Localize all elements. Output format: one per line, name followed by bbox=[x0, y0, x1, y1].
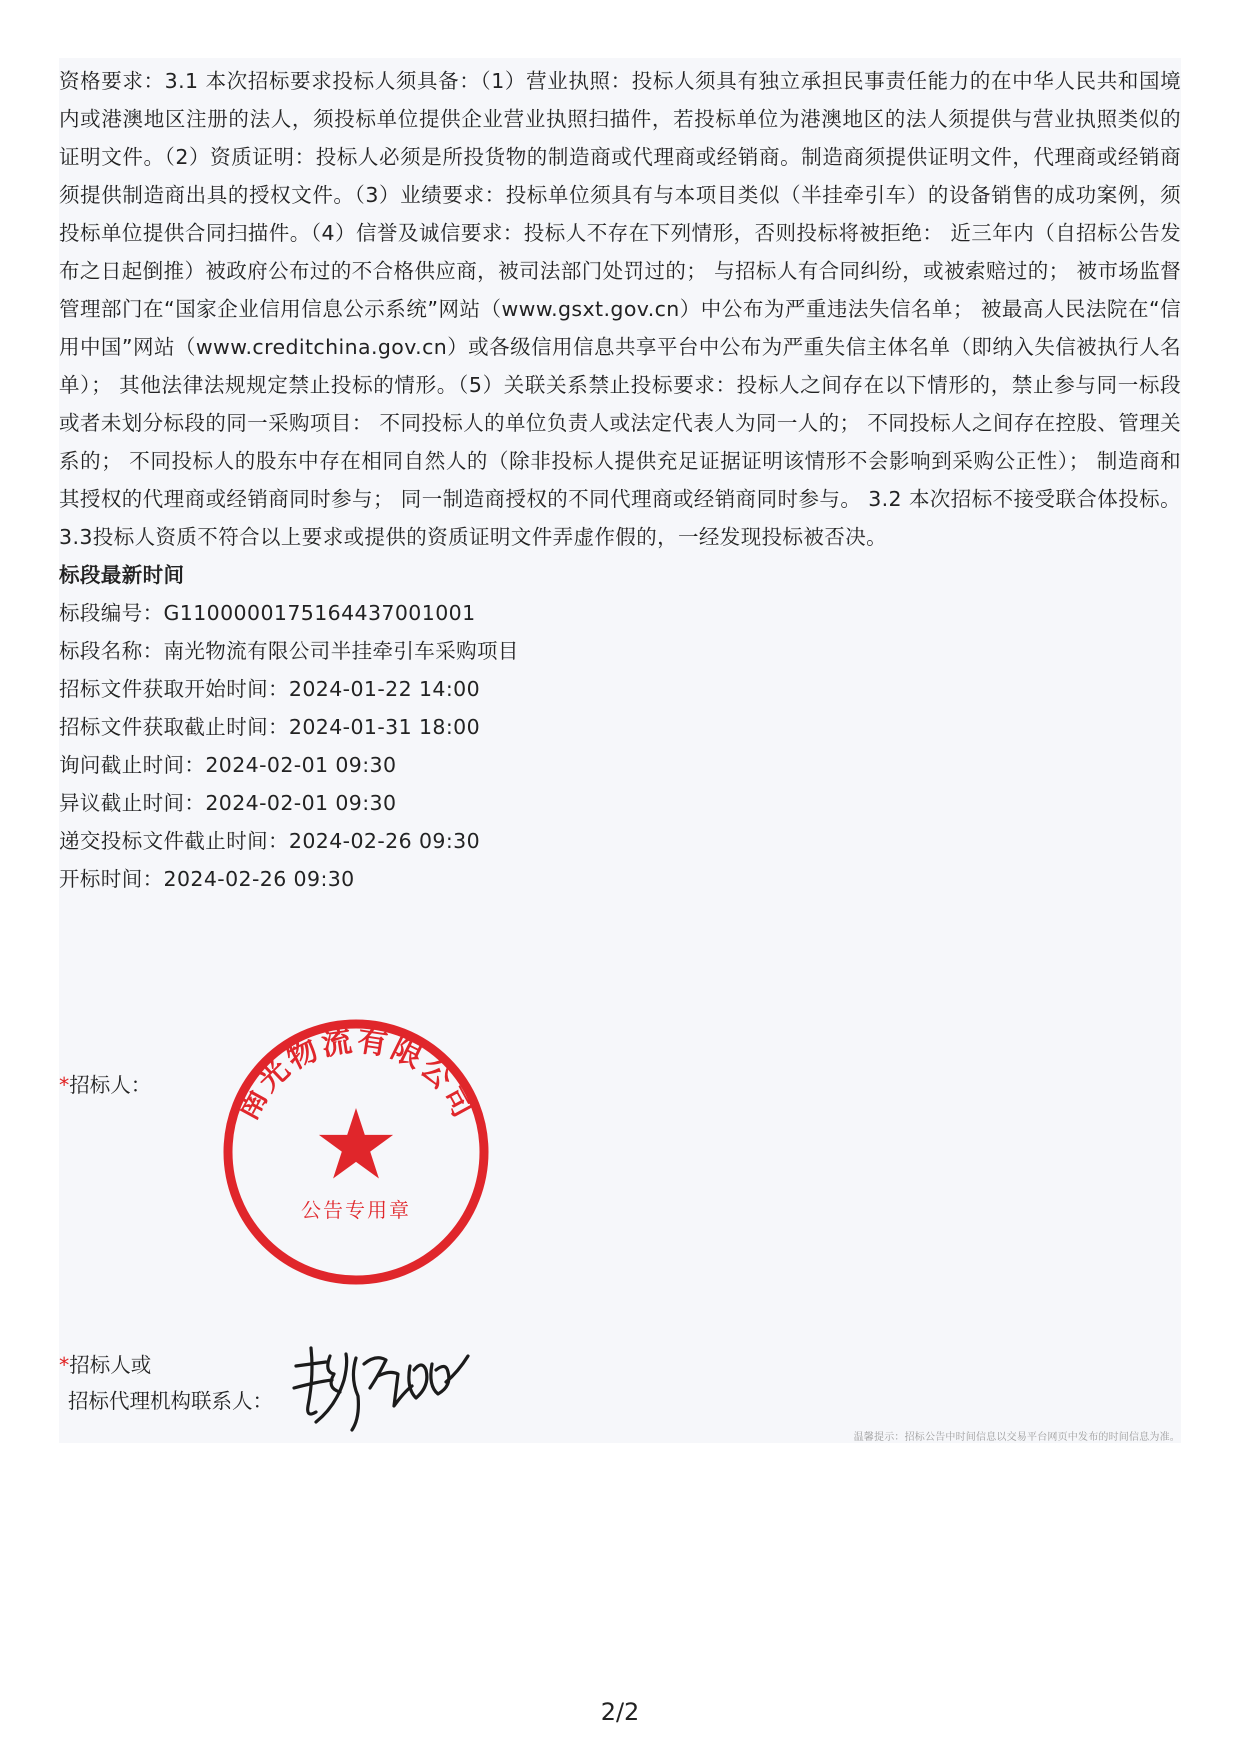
required-mark: * bbox=[59, 1073, 70, 1097]
footnote: 温馨提示：招标公告中时间信息以交易平台网页中发布的时间信息为准。 bbox=[853, 1432, 1180, 1443]
field-value: 2024-01-22 14:00 bbox=[288, 677, 481, 701]
field-label: 递交投标文件截止时间： bbox=[59, 829, 289, 853]
field-label: 标段名称： bbox=[59, 639, 164, 663]
contact-label-line2: 招标代理机构联系人： bbox=[68, 1389, 273, 1413]
bid-opening-time-row bbox=[59, 860, 1181, 898]
page-number: 2/2 bbox=[600, 1698, 640, 1726]
section-name-row bbox=[59, 632, 1181, 670]
field-value: 2024-02-01 09:30 bbox=[205, 753, 397, 777]
field-value: 2024-02-01 09:30 bbox=[205, 791, 397, 815]
bid-submission-deadline-row bbox=[59, 822, 1181, 860]
field-value: G1100000175164437001001 bbox=[163, 601, 476, 625]
field-label: 询问截止时间： bbox=[59, 753, 206, 777]
section-number-row bbox=[59, 594, 1181, 632]
objection-deadline-row bbox=[59, 784, 1181, 822]
qualification-label: 资格要求： bbox=[59, 69, 165, 93]
qualification-text: 3.1 本次招标要求投标人须具备：（1）营业执照：投标人须具有独立承担民事责任能力的在中华人民共和国境内或港澳地区注册的法人，须投标单位提供企业营业执照扫描件，若投标单位为港澳地区的法人须提供与营业执照类似的证明文件。（2）资质证明：投标人必须是所投货物的制造商或代理商或经销商。制造商须提供证明文件，代理商或经销商须提供制造商出具的授权文件。（3）业绩要求：投标单位须具有与本项目类似（半挂牵引车）的设备销售的成功案例，须投标单位提供合同扫描件。（4）信誉及诚信要求：投标人不存在下列情形，否则投标将被拒绝： 近三年内（自招标公告发布之日起倒推）被政府公布过的不合格供应商，被司法部门处罚过的； 与招标人有合同纠纷，或被索赔过的； 被市场监督管理部门在“国家企业信用信息公示系统”网站（www.gsxt.gov.cn）中公布为严重违法失信名单； 被最高人民法院在“信用中国”网站（www.creditchina.gov.cn）或各级信用信息共享平台中公布为严重失信主体名单（即纳入失信被执行人名单）； 其他法律法规规定禁止投标的情形。（5）关联关系禁止投标要求：投标人之间存在以下情形的，禁止参与同一标段或者未划分标段的同一采购项目： 不同投标人的单位负责人或法定代表人为同一人的； 不同投标人之间存在控股、管理关系的； 不同投标人的股东中存在相同自然人的（除非投标人提供充足证据证明该情形不会影响到采购公正性）； 制造商和其授权的代理商或经销商同时参与； 同一制造商授权的不同代理商或经销商同时参与。 3.2 本次招标不接受联合体投标。 3.3投标人资质不符合以上要求或提供的资质证明文件弄虚作假的，一经发现投标被否决。 bbox=[59, 69, 1181, 549]
official-seal bbox=[216, 1012, 496, 1292]
announcement-body bbox=[59, 62, 1181, 898]
qualification-requirements bbox=[59, 62, 1181, 556]
field-label: 招标文件获取开始时间： bbox=[59, 677, 289, 701]
field-label: 异议截止时间： bbox=[59, 791, 206, 815]
section-heading: 标段最新时间 bbox=[59, 563, 185, 587]
field-value: 2024-02-26 09:30 bbox=[163, 867, 355, 891]
field-value: 2024-02-26 09:30 bbox=[288, 829, 481, 853]
contact-label-line1: 招标人或 bbox=[69, 1353, 152, 1377]
field-value: 南光物流有限公司半挂牵引车采购项目 bbox=[163, 639, 519, 663]
star-icon bbox=[319, 1108, 393, 1179]
seal-ring-text: 南光物流有限公司 bbox=[229, 1023, 483, 1126]
seal-bottom-text: 公告专用章 bbox=[301, 1198, 411, 1222]
contact-field bbox=[59, 1347, 273, 1419]
field-label: 招标文件获取截止时间： bbox=[59, 715, 289, 739]
tenderer-field bbox=[59, 1067, 151, 1103]
tenderer-label: 招标人： bbox=[69, 1073, 152, 1097]
required-mark: * bbox=[59, 1353, 70, 1377]
doc-acquire-start-row bbox=[59, 670, 1181, 708]
doc-acquire-end-row bbox=[59, 708, 1181, 746]
field-value: 2024-01-31 18:00 bbox=[288, 715, 481, 739]
inquiry-deadline-row bbox=[59, 746, 1181, 784]
field-label: 标段编号： bbox=[59, 601, 164, 625]
handwritten-signature bbox=[286, 1336, 476, 1436]
field-label: 开标时间： bbox=[59, 867, 164, 891]
